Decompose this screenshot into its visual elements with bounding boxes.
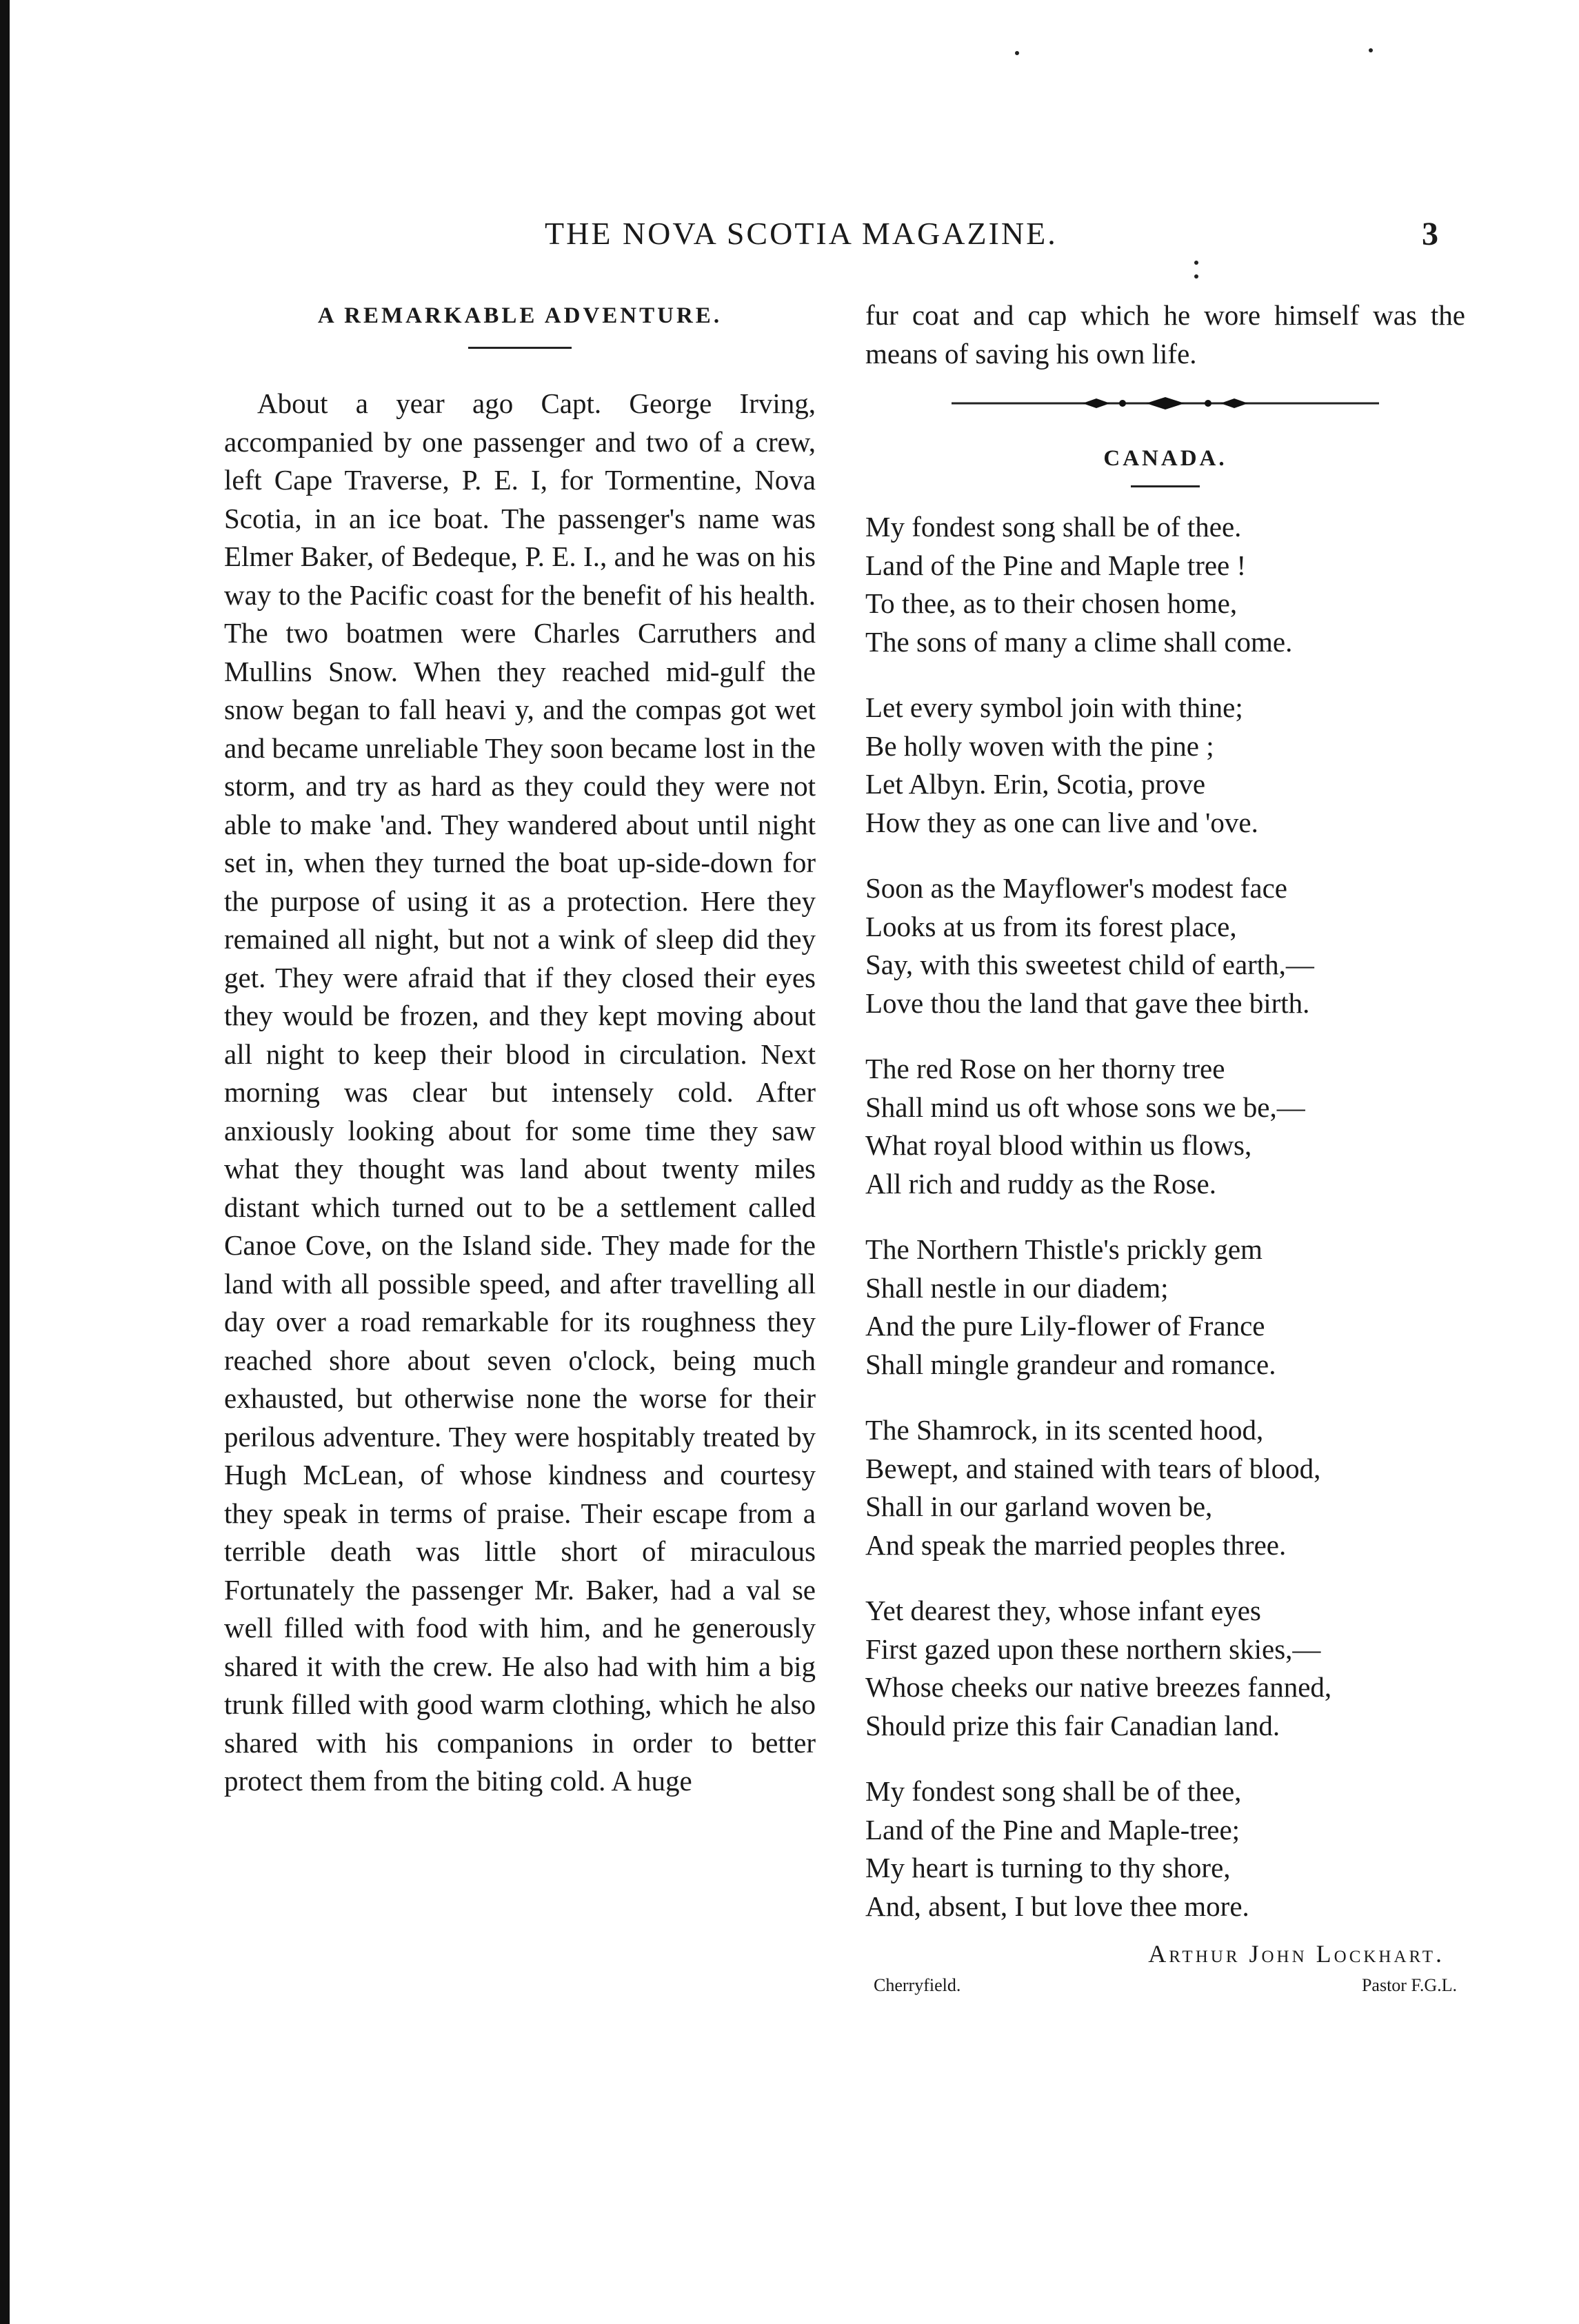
verse-line: Should prize this fair Canadian land. [865,1709,1280,1741]
page-number: 3 [1422,216,1438,252]
verse-line: The Shamrock, in its scented hood, [865,1414,1264,1446]
right-column [865,296,1465,1996]
verse-line: All rich and ruddy as the Rose. [865,1167,1216,1200]
verse-line: And speak the married peoples three. [865,1528,1287,1561]
stanza [865,1231,1465,1384]
poem-footer [874,1975,1457,1996]
stanza [865,1772,1465,1926]
ornament-divider [952,395,1379,412]
stanza [865,1411,1465,1564]
verse-line: Soon as the Mayflower's modest face [865,872,1287,904]
ornament-divider-icon [952,395,1379,412]
verse-line: Be holly woven with the pine ; [865,729,1214,762]
article-continuation: fur coat and cap which he wore himself was the means of saving his own life. [865,299,1465,370]
footer-credit: Pastor F.G.L. [1361,1975,1457,1995]
verse-line: How they as one can live and 'ove. [865,806,1258,838]
verse-line: Let Albyn. Erin, Scotia, prove [865,768,1206,800]
verse-line: My fondest song shall be of thee, [865,1775,1242,1807]
footer-place: Cherryfield. [874,1975,961,1995]
verse-line: Bewept, and stained with tears of blood, [865,1452,1321,1484]
poem-body [865,508,1465,1926]
stanza [865,1050,1465,1203]
print-speck [1369,48,1373,52]
verse-line: The red Rose on her thorny tree [865,1053,1225,1084]
verse-line: Let every symbol join with thine; [865,691,1243,723]
running-head: THE NOVA SCOTIA MAGAZINE. [545,216,1058,251]
verse-line: What royal blood within us flows, [865,1129,1252,1161]
verse-line: To thee, as to their chosen home, [865,587,1238,619]
print-speck [1194,261,1198,265]
poem-signature: Arthur John Lockhart. [1148,1940,1445,1968]
verse-line: Love thou the land that gave thee birth. [865,987,1310,1019]
article-paragraph: About a year ago Capt. George Irving, accompanied by one passenger and two of a crew, left Cape Traverse, P. E. I, for Tormentine, Nova Scotia, in an ice boat. The passenger's name was Elmer Baker, of Bedeque, P. E. I., and he was on his way to the Pacific coast for the benefit of his health. The two boatmen were Charles Carruthers and Mullins Snow. When they reached mid-gulf the snow began to fall heavi y, and the compas got wet and became unreliable They soon became lost in the storm, and try as hard as they could they were not able to make 'and. They wandered about until night set in, when they turned the boat up-side-down for the purpose of using it as a protection. Here they remained all night, but not a wink of sleep did they get. They were afraid that if they closed their eyes they would be frozen, and they kept moving about all night to keep their blood in circulation. Next morning was clear but intensely cold. After anxiously looking about for some time they saw what they thought was land about twenty miles distant which turned out to be a settlement called Canoe Cove, on the Island side. They made for the land with all possible speed, and after travelling all day over a road remarkable for its roughness they reached shore about seven o'clock, being much exhausted, but otherwise none the worse for their perilous adventure. They were hospitably treated by Hugh McLean, of whose kindness and courtesy they speak in terms of praise. Their escape from a terrible death was little short of miraculous Fortunately the passenger Mr. Baker, had a val se well filled with food with him, and he generously shared it with the crew. He also had with him a big trunk filled with good warm clothing, which he also shared with his companions in order to better protect them from the biting cold. A huge [224,387,816,1797]
verse-line: The Northern Thistle's prickly gem [865,1233,1263,1265]
title-rule [468,347,572,349]
verse-line: My heart is turning to thy shore, [865,1852,1231,1883]
verse-line: Yet dearest they, whose infant eyes [865,1595,1261,1626]
verse-line: My fondest song shall be of thee. [865,511,1242,543]
print-speck [1194,274,1198,279]
stanza [865,869,1465,1022]
poem-title: CANADA. [1103,446,1227,471]
verse-line: Shall in our garland woven be, [865,1491,1213,1522]
verse-line: Shall mind us oft whose sons we be,— [865,1091,1305,1123]
article-title: A REMARKABLE ADVENTURE. [317,303,723,328]
verse-line: Whose cheeks our native breezes fanned, [865,1671,1332,1703]
stanza [865,1592,1465,1745]
verse-line: Land of the Pine and Maple-tree; [865,1813,1240,1846]
poem-title-rule [1131,485,1200,487]
verse-line: First gazed upon these northern skies,— [865,1633,1321,1665]
verse-line: Looks at us from its forest place, [865,910,1237,942]
stanza [865,689,1465,842]
print-speck [1015,51,1019,55]
verse-line: Say, with this sweetest child of earth,— [865,949,1314,980]
verse-line: Land of the Pine and Maple tree ! [865,549,1247,581]
verse-line: The sons of many a clime shall come. [865,625,1293,658]
verse-line: Shall mingle grandeur and romance. [865,1348,1276,1380]
verse-line: And, absent, I but love thee more. [865,1890,1249,1922]
page-edge-border [0,0,10,2324]
verse-line: And the pure Lily-flower of France [865,1310,1265,1342]
verse-line: Shall nestle in our diadem; [865,1271,1169,1304]
stanza [865,508,1465,661]
left-column [224,296,816,1801]
